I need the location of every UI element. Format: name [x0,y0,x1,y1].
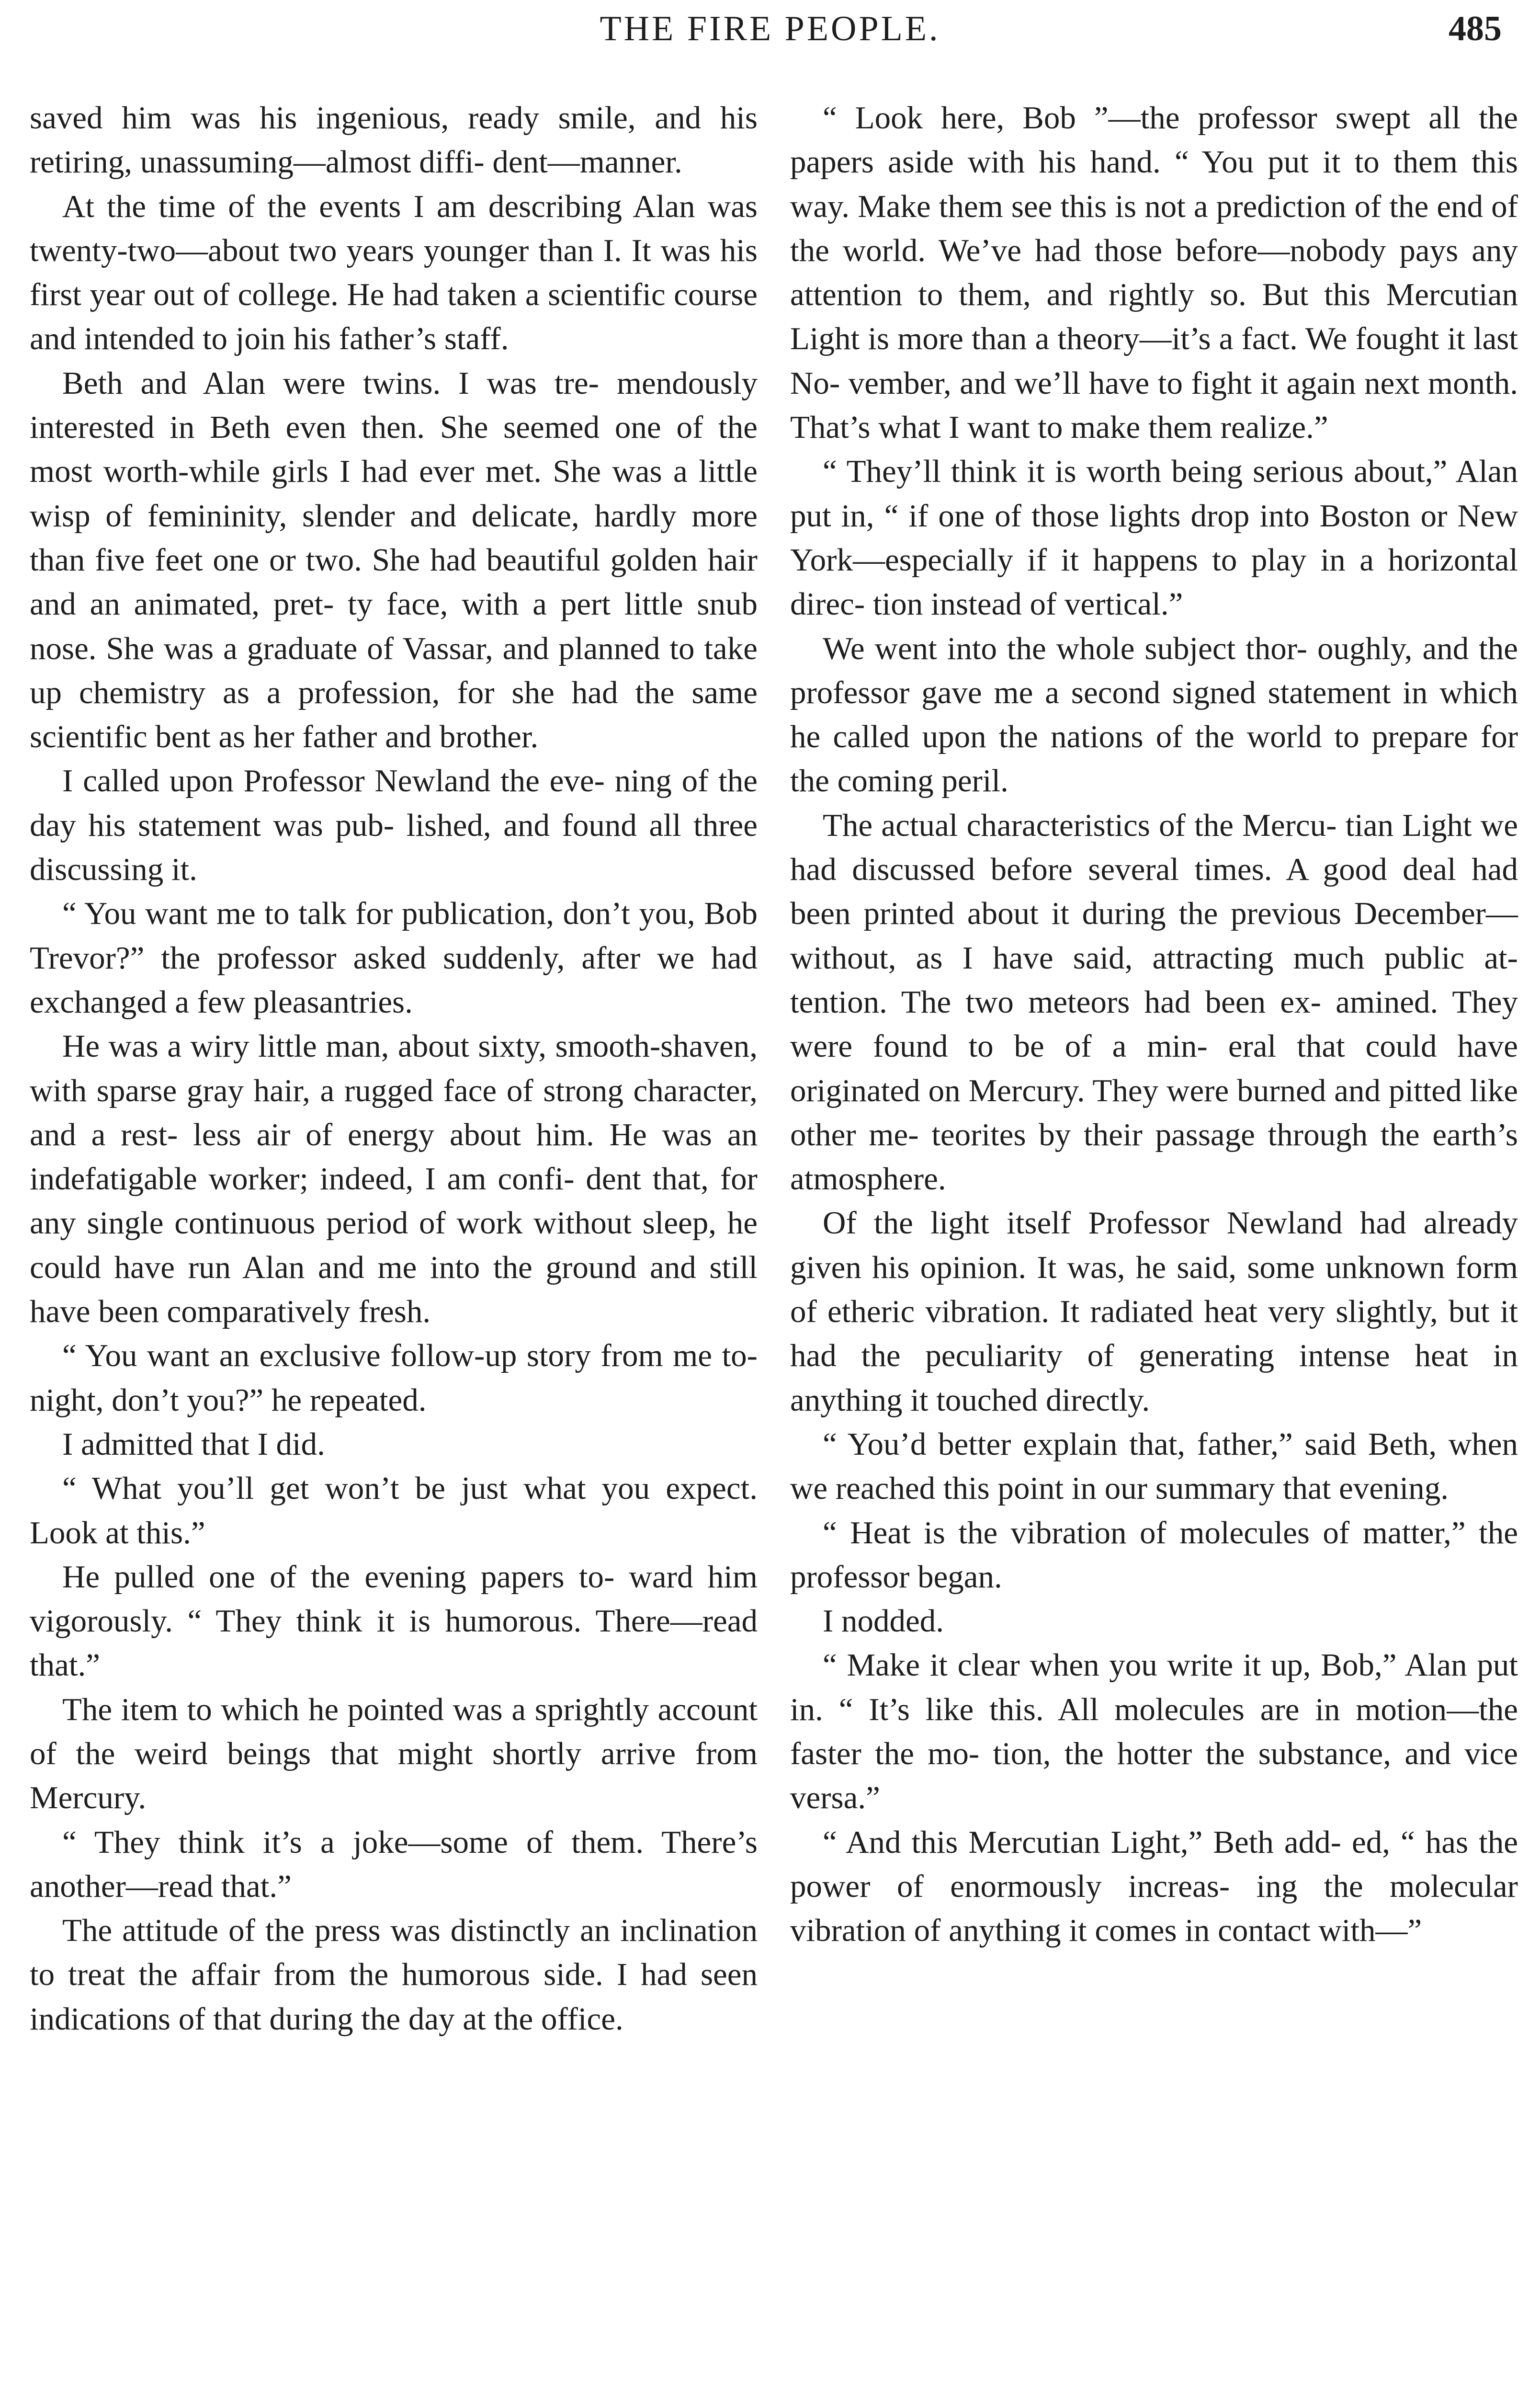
paragraph: “ You want an exclusive follow-up story from me to-night, don’t you?” he repeated. [30,1338,758,1418]
paragraph: “ You’d better explain that, father,” said Beth, when we reached this point in our summary that evening. [790,1426,1518,1506]
paragraph: “ They think it’s a joke—some of them. There’s another—read that.” [30,1824,758,1904]
paragraph: The actual characteristics of the Mercu- tian Light we had discussed before several times. A good deal had been printed about it during the previous December—without, as I have said, attracting much public at- tention. The two meteors had been ex- amined. They were found to be of a min- eral that could have originated on Mercury. They were burned and pitted like other me- teorites by their passage through the earth’s atmosphere. [790,807,1518,1197]
paragraph: “ Look here, Bob ”—the professor swept all the papers aside with his hand. “ You put it to them this way. Make them see this is not a prediction of the end of the world. We’ve had those before—nobody pays any attention to them, and rightly so. But this Mercutian Light is more than a theory—it’s a fact. We fought it last No- vember, and we’ll have to fight it again next month. That’s what I want to make them realize.” [790,100,1518,445]
paragraph: The item to which he pointed was a sprightly account of the weird beings that might shortly arrive from Mercury. [30,1691,758,1816]
paragraph: “ They’ll think it is worth being serious about,” Alan put in, “ if one of those lights drop into Boston or New York—especially if it happens to play in a horizontal direc- tion instead of vertical.” [790,454,1518,622]
right-column [790,96,1518,1952]
paragraph: “ Make it clear when you write it up, Bob,” Alan put in. “ It’s like this. All molecules are in motion—the faster the mo- tion, the hotter the substance, and vice versa.” [790,1647,1518,1816]
paragraph: “ You want me to talk for publication, don’t you, Bob Trevor?” the professor asked suddenly, after we had exchanged a few pleasantries. [30,896,758,1020]
page-number: 485 [1449,9,1502,48]
paragraph: At the time of the events I am describing Alan was twenty-two—about two years younger than I. It was his first year out of college. He had taken a scientific course and intended to join his father’s staff. [30,188,758,357]
paragraph: We went into the whole subject thor- oughly, and the professor gave me a second signed statement in which he called upon the nations of the world to prepare for the coming peril. [790,630,1518,799]
paragraph: He was a wiry little man, about sixty, smooth-shaven, with sparse gray hair, a rugged face of strong character, and a rest- less air of energy about him. He was an indefatigable worker; indeed, I am confi- dent that, for any single continuous period of work without sleep, he could have run Alan and me into the ground and still have been comparatively fresh. [30,1028,758,1330]
paragraph: “ Heat is the vibration of molecules of matter,” the professor began. [790,1515,1518,1595]
paragraph: I called upon Professor Newland the eve- ning of the day his statement was pub- lished, and found all three discussing it. [30,763,758,888]
paragraph: The attitude of the press was distinctly an inclination to treat the affair from the humorous side. I had seen indications of that during the day at the office. [30,1913,758,2037]
paragraph: I nodded. [823,1603,944,1639]
running-head [0,0,1540,72]
paragraph: “ And this Mercutian Light,” Beth add- ed, “ has the power of enormously increas- ing the molecular vibration of anything it comes in contact with—” [790,1824,1518,1949]
paragraph: He pulled one of the evening papers to- ward him vigorously. “ They think it is humorous. There—read that.” [30,1559,758,1683]
paragraph: I admitted that I did. [62,1426,325,1462]
paragraph: Beth and Alan were twins. I was tre- mendously interested in Beth even then. She seemed one of the most worth-while girls I had ever met. She was a little wisp of femininity, slender and delicate, hardly more than five feet one or two. She had beautiful golden hair and an animated, pret- ty face, with a pert little snub nose. She was a graduate of Vassar, and planned to take up chemistry as a profession, for she had the same scientific bent as her father and brother. [30,365,758,755]
paragraph: saved him was his ingenious, ready smile, and his retiring, unassuming—almost diffi- dent—manner. [30,100,758,180]
running-title: THE FIRE PEOPLE. [600,9,940,48]
left-column [30,96,758,2041]
paragraph: “ What you’ll get won’t be just what you expect. Look at this.” [30,1471,758,1551]
paragraph: Of the light itself Professor Newland had already given his opinion. It was, he said, some unknown form of etheric vibration. It radiated heat very slightly, but it had the peculiarity of generating intense heat in anything it touched directly. [790,1205,1518,1418]
